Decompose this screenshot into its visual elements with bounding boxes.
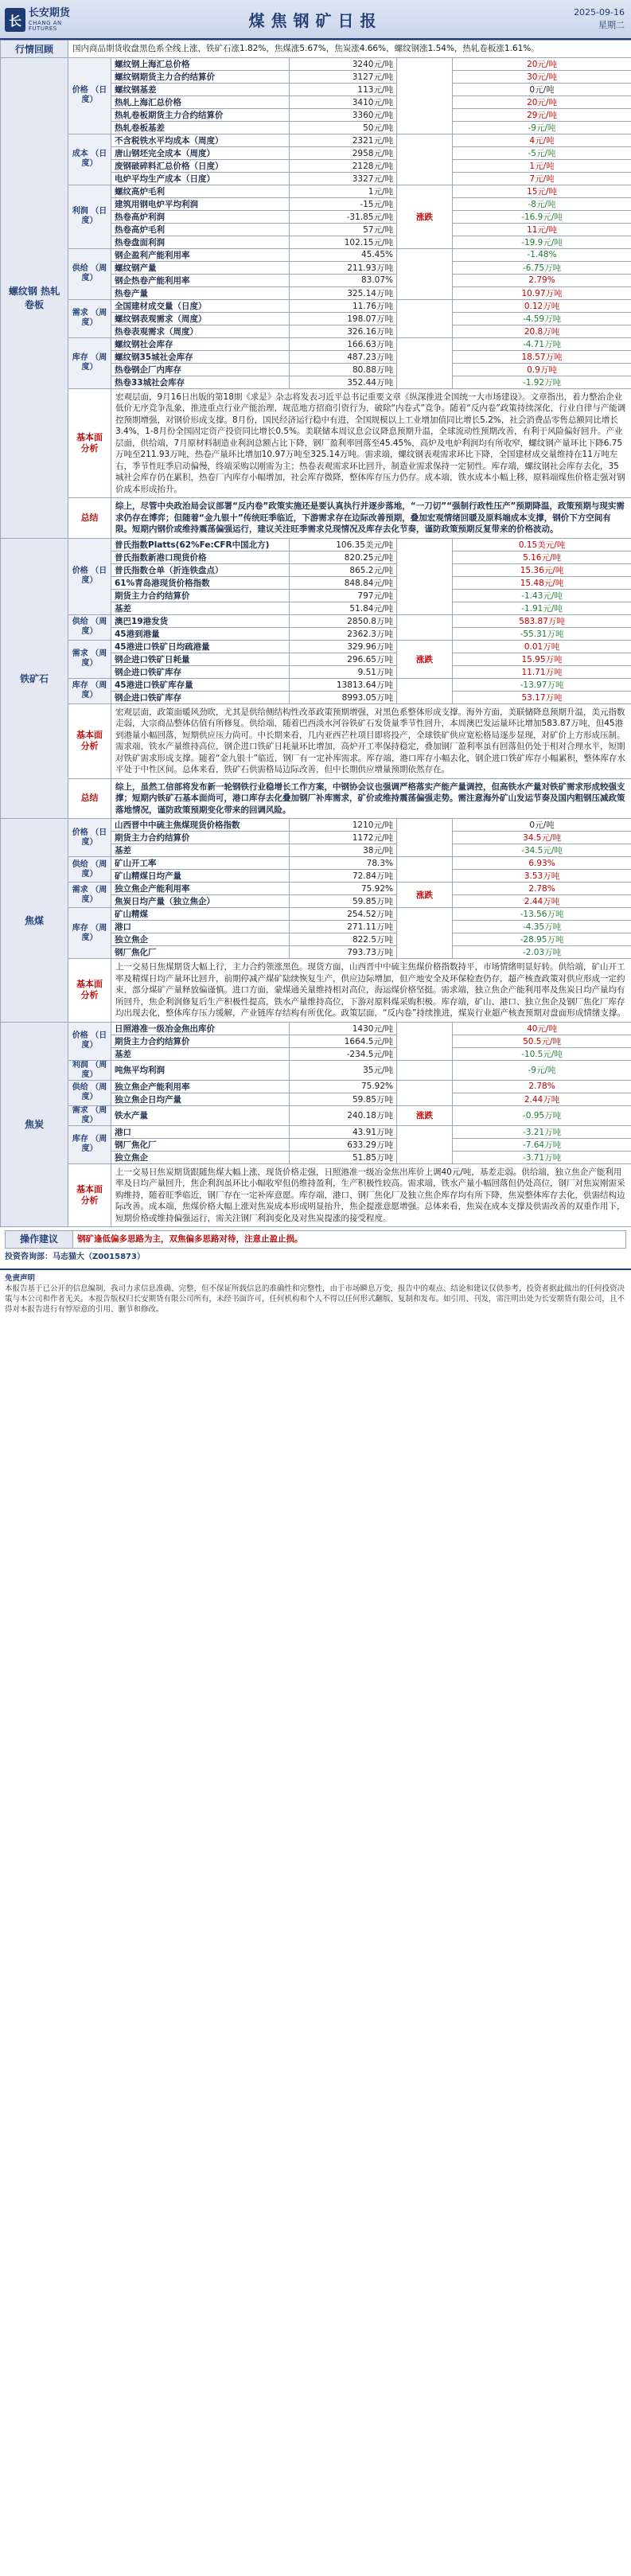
indicator-name: 独立焦企产能利用率: [111, 1080, 290, 1093]
data-row: [1, 248, 631, 261]
indicator-value: 329.96万吨: [290, 640, 397, 653]
indicator-name: 废钢破碎料汇总价格（日度）: [111, 159, 290, 172]
indicator-value: 3327元/吨: [290, 172, 397, 185]
indicator-change: 30元/吨: [453, 70, 631, 83]
indicator-change: 0.12万吨: [453, 299, 631, 312]
indicator-value: 51.85万吨: [290, 1151, 397, 1163]
indicator-name: 山西晋中中硫主焦煤现货价格指数: [111, 819, 290, 832]
indicator-value: 50元/吨: [290, 121, 397, 134]
analysis-text: 宏观层面，政策面暖风劲吹，尤其是供给侧结构性改革政策预期增强，对黑色系整体形成支撑。海外方面，美联储降息预期升温，美元指数走弱，大宗商品整体估值有所修复。供给端，随着巴西淡水河谷铁矿石发货量季节性回升，本周澳巴发运量环比增加583.87万吨，但45港到港量小幅回落，短期供应压力尚可。中长期来看，几内亚西芒杜项目即将投产，全球铁矿供应宽松格局逐步显现，对矿价上方形成压制。需求端，铁水产量维持高位，钢企进口铁矿日耗量环比增加，高炉开工率保持稳定，叠加钢厂盈利率虽有回落但仍处于相对合理水平，短期对铁矿需求形成支撑。随着“金九银十”临近，钢厂有一定补库需求。库存端，港口库存小幅去化，钢企进口铁矿库存小幅累积，整体库存水平处于中性区间。总体来看，铁矿石供需格局边际改善，但中长期供应增量预期依然存在。: [111, 703, 631, 778]
trend-label: [397, 1022, 453, 1060]
indicator-change: 50.5元/吨: [453, 1035, 631, 1047]
indicator-name: 螺纹高炉毛利: [111, 185, 290, 197]
data-row: [1, 1060, 631, 1080]
indicator-change: -16.9元/吨: [453, 210, 631, 223]
indicator-change: 0元/吨: [453, 819, 631, 832]
category-label: 供给 （周度）: [68, 857, 111, 883]
indicator-change: 15.48元/吨: [453, 576, 631, 589]
author-label: 投资咨询部：: [5, 1252, 53, 1261]
indicator-change: -4.71万吨: [453, 337, 631, 350]
indicator-value: 59.85万吨: [290, 1093, 397, 1105]
indicator-name: 矿山精煤日均产量: [111, 870, 290, 883]
indicator-change: -8元/吨: [453, 197, 631, 210]
trend-label: 涨跌: [397, 640, 453, 678]
summary-label: 总结: [68, 498, 111, 539]
author-line: [5, 1252, 626, 1262]
indicator-name: 电炉平均生产成本（日度）: [111, 172, 290, 185]
category-label: 需求 （周度）: [68, 640, 111, 678]
indicator-change: -1.48%: [453, 248, 631, 261]
advice-label: 操作建议: [6, 1231, 73, 1249]
report-header: [0, 0, 631, 40]
indicator-value: 2362.3万吨: [290, 627, 397, 640]
indicator-value: 3240元/吨: [290, 57, 397, 70]
indicator-value: 13813.64万吨: [290, 678, 397, 691]
indicator-value: 1元/吨: [290, 185, 397, 197]
indicator-value: 72.84万吨: [290, 870, 397, 883]
indicator-name: 螺纹钢产量: [111, 261, 290, 274]
analysis-text: 宏观层面，9月16日出版的第18期《求是》杂志将发表习近平总书记重要文章《纵深推进全国统一大市场建设》。文章指出，着力整治企业低价无序竞争乱象，推进重点行业产能治理，规范地方招商引资行为，破除“内卷式”竞争。随着“反内卷”政策持续深化，行业自律与产能调控预期增强，对钢价形成支撑。8月份，国民经济运行稳中有进，全国规模以上工业增加值同比增长5.2%，社会消费品零售总额同比增长3.4%，1-8月份全国固定资产投资同比增长0.5%。美联储本周议息会议降息预期升温，全球流动性预期改善，有利于风险偏好回升。产业层面，供给端，7月原材料制造业利润总额占比下降，钢厂盈利率回落至45.45%，高炉及电炉利润均有所收窄，螺纹钢产量环比下降6.75万吨至211.93万吨，热卷产量环比增加10.97万吨至325.14万吨。需求端，螺纹钢表观需求环比下降，全国建材成交量维持在11万吨左右，季节性旺季启动偏慢，终端采购以刚需为主；热卷表观需求环比回升，制造业需求保持一定韧性。库存端，螺纹钢社会库存去化，35城社会库存仍在累积，热卷厂内库存小幅增加，社会库存微降，整体库存压力仍存。成本端，铁水成本小幅上移，原料端煤焦价格走强对钢价成本形成抬升。: [111, 388, 631, 498]
category-label: 库存 （周度）: [68, 337, 111, 388]
indicator-change: 0.15美元/吨: [453, 538, 631, 551]
indicator-name: 矿山精煤: [111, 908, 290, 921]
indicator-value: 43.91万吨: [290, 1125, 397, 1138]
trend-label: 涨跌: [397, 1105, 453, 1125]
indicator-value: 9.51万吨: [290, 665, 397, 678]
trend-label: [397, 908, 453, 959]
data-row: [1, 857, 631, 870]
indicator-value: 166.63万吨: [290, 337, 397, 350]
data-row: [1, 538, 631, 551]
indicator-change: 2.79%: [453, 274, 631, 286]
indicator-change: 20.8万吨: [453, 325, 631, 337]
indicator-value: 352.44万吨: [290, 376, 397, 388]
indicator-name: 钢厂焦化厂: [111, 946, 290, 959]
indicator-change: 53.17万吨: [453, 691, 631, 703]
review-text: 国内商品期货收盘黑色系全线上涨，铁矿石涨1.82%，焦煤涨5.67%，焦炭涨4.66%，螺纹钢涨1.54%，热轧卷板涨1.61%。: [68, 41, 631, 58]
report-date: [574, 6, 625, 32]
data-row: [1, 614, 631, 627]
indicator-name: 不含税铁水平均成本（周度）: [111, 134, 290, 146]
analysis-text: 上一交易日焦煤期货大幅上行，主力合约领涨黑色。现货方面，山西晋中中硫主焦煤价格指数持平，市场情绪明显好转。供给端，矿山开工率及精煤日均产量环比回升，前期停减产煤矿陆续恢复生产，供应边际增加，但产地安全及环保检查仍存，超产核查政策对供应形成一定约束，部分煤矿产量释放偏谨慎。进口方面，蒙煤通关量维持相对高位，海运煤价格坚挺。需求端，独立焦企产能利用率及焦炭日均产量均有所回升，焦企利润修复后生产积极性提高，铁水产量维持高位，下游对原料煤采购积极。库存端，矿山、港口、独立焦企及钢厂焦化厂库存均出现去化，整体库存压力缓解，产业链库存结构有所优化。政策层面，“反内卷”持续推进，煤炭行业超产核查预期对盘面形成情绪支撑。: [111, 959, 631, 1023]
data-row: [1, 337, 631, 350]
indicator-change: 1元/吨: [453, 159, 631, 172]
indicator-change: -4.35万吨: [453, 921, 631, 933]
indicator-name: 钢厂焦化厂: [111, 1138, 290, 1151]
indicator-change: 11.71万吨: [453, 665, 631, 678]
indicator-value: 822.5万吨: [290, 933, 397, 946]
report-table: [0, 40, 631, 1227]
summary-row: [1, 778, 631, 819]
indicator-value: 865.2元/吨: [290, 563, 397, 576]
indicator-change: -55.31万吨: [453, 627, 631, 640]
indicator-value: 487.23万吨: [290, 350, 397, 363]
section-label: 螺纹钢 热轧卷板: [1, 57, 68, 538]
data-row: [1, 908, 631, 921]
indicator-value: 325.14万吨: [290, 286, 397, 299]
indicator-name: 普氏指数Platts(62%Fe:CFR中国北方): [111, 538, 290, 551]
indicator-change: 34.5元/吨: [453, 832, 631, 844]
date-text: 2025-09-16: [574, 7, 625, 18]
indicator-change: 11元/吨: [453, 223, 631, 236]
indicator-change: -3.71万吨: [453, 1151, 631, 1163]
indicator-name: 钢企进口铁矿库存: [111, 691, 290, 703]
indicator-name: 61%青岛港现货价格指数: [111, 576, 290, 589]
indicator-name: 普氏指数新港口现货价格: [111, 551, 290, 563]
category-label: 供给 （周度）: [68, 248, 111, 299]
indicator-change: 0元/吨: [453, 83, 631, 95]
indicator-change: 5.16元/吨: [453, 551, 631, 563]
indicator-value: -15元/吨: [290, 197, 397, 210]
indicator-change: -9元/吨: [453, 1060, 631, 1080]
report-title: 煤焦钢矿日报: [248, 11, 383, 30]
indicator-change: 10.97万吨: [453, 286, 631, 299]
indicator-value: 254.52万吨: [290, 908, 397, 921]
indicator-name: 45港进口铁矿库存量: [111, 678, 290, 691]
indicator-name: 吨焦平均利润: [111, 1060, 290, 1080]
indicator-change: -0.95万吨: [453, 1105, 631, 1125]
indicator-value: 75.92%: [290, 883, 397, 895]
indicator-name: 螺纹钢35城社会库存: [111, 350, 290, 363]
indicator-name: 热卷盘面利润: [111, 236, 290, 248]
review-row: [1, 41, 631, 58]
trend-label: [397, 248, 453, 299]
indicator-name: 螺纹钢基差: [111, 83, 290, 95]
indicator-value: 35元/吨: [290, 1060, 397, 1080]
category-label: 利润 （周度）: [68, 1060, 111, 1080]
indicator-name: 螺纹钢社会库存: [111, 337, 290, 350]
analysis-label: 基本面 分析: [68, 959, 111, 1023]
indicator-change: 0.01万吨: [453, 640, 631, 653]
category-label: 价格 （日度）: [68, 57, 111, 134]
indicator-name: 期货主力合约结算价: [111, 832, 290, 844]
indicator-value: 113元/吨: [290, 83, 397, 95]
indicator-value: 8993.05万吨: [290, 691, 397, 703]
indicator-change: -28.95万吨: [453, 933, 631, 946]
indicator-value: -31.85元/吨: [290, 210, 397, 223]
indicator-change: 2.44万吨: [453, 1093, 631, 1105]
indicator-value: 240.18万吨: [290, 1105, 397, 1125]
indicator-value: -234.5元/吨: [290, 1047, 397, 1060]
summary-text: 综上，虽然工信部将发布新一轮钢铁行业稳增长工作方案，中钢协会议也强调严格落实产能产量调控，但高铁水产量对铁矿需求形成较强支撑；短期内铁矿石基本面尚可，港口库存去化叠加钢厂补库需求，矿价或维持震荡偏强走势。需注意海外矿山发运节奏及国内粗钢压减政策落地情况，谨防政策预期变化带来的回调风险。: [111, 778, 631, 819]
trend-label: [397, 538, 453, 614]
indicator-name: 钢企进口铁矿日耗量: [111, 653, 290, 665]
indicator-name: 矿山开工率: [111, 857, 290, 870]
indicator-value: 848.84元/吨: [290, 576, 397, 589]
category-label: 供给 （周度）: [68, 614, 111, 640]
indicator-change: -4.59万吨: [453, 312, 631, 325]
analysis-label: 基本面 分析: [68, 388, 111, 498]
data-row: [1, 883, 631, 895]
indicator-value: 3127元/吨: [290, 70, 397, 83]
analysis-row: [1, 388, 631, 498]
section-label: 焦炭: [1, 1022, 68, 1227]
indicator-name: 钢企进口铁矿库存: [111, 665, 290, 678]
indicator-change: 20元/吨: [453, 95, 631, 108]
indicator-name: 钢企盈利产能利用率: [111, 248, 290, 261]
indicator-change: 6.93%: [453, 857, 631, 870]
author-name: 马志猫大（Z0015873）: [53, 1252, 145, 1261]
category-label: 库存 （周度）: [68, 908, 111, 959]
indicator-change: 2.78%: [453, 883, 631, 895]
indicator-value: 326.16万吨: [290, 325, 397, 337]
summary-row: [1, 498, 631, 539]
disclaimer-title: 免责声明: [5, 1273, 36, 1283]
section-label: 焦煤: [1, 819, 68, 1023]
indicator-name: 全国建材成交量（日度）: [111, 299, 290, 312]
indicator-name: 独立焦企日均产量: [111, 1093, 290, 1105]
category-label: 需求 （周度）: [68, 883, 111, 908]
indicator-name: 独立焦企: [111, 933, 290, 946]
indicator-value: 2128元/吨: [290, 159, 397, 172]
category-label: 供给 （周度）: [68, 1080, 111, 1105]
indicator-name: 热卷33城社会库存: [111, 376, 290, 388]
category-label: 成本 （日度）: [68, 134, 111, 185]
trend-label: [397, 299, 453, 337]
indicator-value: 271.11万吨: [290, 921, 397, 933]
indicator-change: -13.97万吨: [453, 678, 631, 691]
data-row: [1, 185, 631, 197]
logo-mark: 长: [5, 8, 25, 32]
summary-label: 总结: [68, 778, 111, 819]
trend-label: [397, 1125, 453, 1163]
data-row: [1, 1080, 631, 1093]
indicator-value: 198.07万吨: [290, 312, 397, 325]
indicator-value: 2850.8万吨: [290, 614, 397, 627]
indicator-name: 螺纹钢期货主力合约结算价: [111, 70, 290, 83]
indicator-value: 51.84元/吨: [290, 602, 397, 614]
section-label: 铁矿石: [1, 538, 68, 819]
indicator-change: -34.5元/吨: [453, 844, 631, 857]
trend-label: [397, 337, 453, 388]
indicator-change: -2.03万吨: [453, 946, 631, 959]
category-label: 价格 （日度）: [68, 819, 111, 857]
indicator-change: 18.57万吨: [453, 350, 631, 363]
indicator-name: 基差: [111, 602, 290, 614]
indicator-value: 59.85万吨: [290, 895, 397, 908]
indicator-value: 45.45%: [290, 248, 397, 261]
indicator-name: 焦炭日均产量（独立焦企）: [111, 895, 290, 908]
indicator-name: 热卷产量: [111, 286, 290, 299]
indicator-change: 2.78%: [453, 1080, 631, 1093]
category-label: 利润 （日度）: [68, 185, 111, 248]
category-label: 价格 （日度）: [68, 1022, 111, 1060]
indicator-value: 57元/吨: [290, 223, 397, 236]
indicator-name: 期货主力合约结算价: [111, 1035, 290, 1047]
indicator-value: 1172元/吨: [290, 832, 397, 844]
indicator-change: 40元/吨: [453, 1022, 631, 1035]
indicator-name: 螺纹钢上海汇总价格: [111, 57, 290, 70]
analysis-label: 基本面 分析: [68, 703, 111, 778]
indicator-name: 铁水产量: [111, 1105, 290, 1125]
indicator-name: 45港进口铁矿日均疏港量: [111, 640, 290, 653]
data-row: [1, 299, 631, 312]
analysis-row: [1, 1163, 631, 1227]
indicator-name: 基差: [111, 1047, 290, 1060]
indicator-name: 日照港准一级冶金焦出库价: [111, 1022, 290, 1035]
trend-label: [397, 819, 453, 857]
indicator-name: 建筑用钢电炉平均利润: [111, 197, 290, 210]
data-row: [1, 678, 631, 691]
trend-label: [397, 134, 453, 185]
indicator-change: 3.53万吨: [453, 870, 631, 883]
indicator-change: -1.92万吨: [453, 376, 631, 388]
trend-label: [397, 1060, 453, 1080]
indicator-name: 港口: [111, 1125, 290, 1138]
indicator-change: -6.75万吨: [453, 261, 631, 274]
indicator-change: 0.9万吨: [453, 363, 631, 376]
indicator-name: 热卷表观需求（周度）: [111, 325, 290, 337]
data-row: [1, 1125, 631, 1138]
review-label: 行情回顾: [1, 41, 68, 58]
indicator-change: -9元/吨: [453, 121, 631, 134]
indicator-value: 80.88万吨: [290, 363, 397, 376]
indicator-change: 15.95万吨: [453, 653, 631, 665]
indicator-name: 基差: [111, 844, 290, 857]
indicator-name: 热卷高炉利润: [111, 210, 290, 223]
category-label: 库存 （周度）: [68, 1125, 111, 1163]
indicator-value: 296.65万吨: [290, 653, 397, 665]
indicator-value: 75.92%: [290, 1080, 397, 1093]
data-row: [1, 57, 631, 70]
indicator-name: 热卷钢企厂内库存: [111, 363, 290, 376]
logo-cn: 长安期货: [28, 7, 70, 19]
category-label: 库存 （周度）: [68, 678, 111, 703]
indicator-name: 独立焦企产能利用率: [111, 883, 290, 895]
weekday-text: 星期二: [598, 20, 625, 30]
indicator-change: -1.43元/吨: [453, 589, 631, 602]
indicator-value: 820.25元/吨: [290, 551, 397, 563]
category-label: 价格 （日度）: [68, 538, 111, 614]
indicator-value: 633.29万吨: [290, 1138, 397, 1151]
advice-row: [0, 1227, 631, 1265]
indicator-name: 钢企热卷产能利用率: [111, 274, 290, 286]
indicator-name: 澳巴19港发货: [111, 614, 290, 627]
indicator-value: 793.73万吨: [290, 946, 397, 959]
indicator-name: 热轧上海汇总价格: [111, 95, 290, 108]
trend-label: [397, 614, 453, 640]
indicator-name: 45港到港量: [111, 627, 290, 640]
summary-text: 综上，尽管中央政治局会议部署“反内卷”政策实施还是要认真执行并逐步落地，“一刀切”“强制行政性压产”预期降温，政策预期与现实需求仍存在博弈；但随着“金九银十”传统旺季临近，下游需求存在边际改善预期，叠加宏观情绪回暖及原料端成本支撑，钢价下方空间有限。短期内钢价或维持震荡偏强运行，建议关注旺季需求兑现情况及库存去化节奏，谨防政策预期反复带来的价格波动。: [111, 498, 631, 539]
indicator-change: -10.5元/吨: [453, 1047, 631, 1060]
indicator-value: 11.76万吨: [290, 299, 397, 312]
indicator-name: 热轧卷板期货主力合约结算价: [111, 108, 290, 121]
indicator-change: 4元/吨: [453, 134, 631, 146]
indicator-change: 15元/吨: [453, 185, 631, 197]
indicator-change: 2.44万吨: [453, 895, 631, 908]
indicator-value: 3360元/吨: [290, 108, 397, 121]
indicator-change: 15.36元/吨: [453, 563, 631, 576]
indicator-value: 83.07%: [290, 274, 397, 286]
indicator-name: 唐山钢坯完全成本（周度）: [111, 146, 290, 159]
data-row: [1, 134, 631, 146]
analysis-text: 上一交易日焦炭期货跟随焦煤大幅上涨，现货价格走强，日照港准一级冶金焦出库价上调40元/吨，基差走弱。供给端，独立焦企产能利用率及日均产量回升，焦企利润虽环比小幅收窄但仍维持盈利，生产积极性较高。需求端，铁水产量小幅回落但仍处高位，钢厂对焦炭刚需采购维持，随着旺季临近，钢厂存在一定补库意愿。库存端，港口、钢厂焦化厂及独立焦企库存均有所下降，焦炭整体库存去化，供需结构边际改善。成本端，焦煤价格大幅上涨对焦炭成本形成明显抬升，焦企提涨意愿增强。总体来看，焦炭在成本支撑及供需改善的双重作用下，短期价格或维持偏强运行，需关注钢厂利润变化及对焦炭提涨的接受程度。: [111, 1163, 631, 1227]
indicator-change: 29元/吨: [453, 108, 631, 121]
analysis-row: [1, 703, 631, 778]
indicator-value: 1210元/吨: [290, 819, 397, 832]
indicator-value: 2321元/吨: [290, 134, 397, 146]
indicator-change: -19.9元/吨: [453, 236, 631, 248]
indicator-value: 797元/吨: [290, 589, 397, 602]
indicator-change: -3.21万吨: [453, 1125, 631, 1138]
indicator-change: 7元/吨: [453, 172, 631, 185]
category-label: 需求 （周度）: [68, 1105, 111, 1125]
indicator-value: 1430元/吨: [290, 1022, 397, 1035]
indicator-value: 38元/吨: [290, 844, 397, 857]
trend-label: [397, 1080, 453, 1105]
indicator-value: 102.15元/吨: [290, 236, 397, 248]
disclaimer: [0, 1269, 631, 1318]
trend-label: [397, 857, 453, 883]
indicator-name: 港口: [111, 921, 290, 933]
trend-label: 涨跌: [397, 185, 453, 248]
indicator-name: 期货主力合约结算价: [111, 589, 290, 602]
indicator-change: 20元/吨: [453, 57, 631, 70]
indicator-value: 211.93万吨: [290, 261, 397, 274]
indicator-name: 热轧卷板基差: [111, 121, 290, 134]
data-row: [1, 640, 631, 653]
data-row: [1, 819, 631, 832]
trend-label: [397, 678, 453, 703]
indicator-change: -5元/吨: [453, 146, 631, 159]
indicator-value: 106.35美元/吨: [290, 538, 397, 551]
disclaimer-text: 本报告基于已公开的信息编制，我司力求信息准确、完整，但不保证所载信息的准确性和完整性，由于市场瞬息万变，报告中的观点、结论和建议仅供参考，投资者据此做出的任何投资决策与本公司和作者无关。本报告版权归长安期货有限公司所有，未经书面许可，任何机构和个人不得以任何形式翻版、复制和发布。如引用、刊发，需注明出处为长安期货有限公司，且不得对本报告进行有悖原意的引用、删节和修改。: [5, 1284, 625, 1314]
indicator-name: 热卷高炉毛利: [111, 223, 290, 236]
indicator-change: -1.91元/吨: [453, 602, 631, 614]
indicator-value: 2958元/吨: [290, 146, 397, 159]
indicator-change: -7.64万吨: [453, 1138, 631, 1151]
category-label: 需求 （周度）: [68, 299, 111, 337]
indicator-change: 583.87万吨: [453, 614, 631, 627]
indicator-value: 3410元/吨: [290, 95, 397, 108]
indicator-name: 独立焦企: [111, 1151, 290, 1163]
analysis-label: 基本面 分析: [68, 1163, 111, 1227]
indicator-value: 1664.5元/吨: [290, 1035, 397, 1047]
advice-text: 钢矿逢低偏多思路为主，双焦偏多思路对待，注意止盈止损。: [73, 1231, 626, 1249]
indicator-name: 螺纹钢表观需求（周度）: [111, 312, 290, 325]
indicator-change: -13.56万吨: [453, 908, 631, 921]
logo-en: CHANG AN FUTURES: [28, 20, 62, 32]
data-row: [1, 1105, 631, 1125]
trend-label: [397, 57, 453, 134]
data-row: [1, 1022, 631, 1035]
analysis-row: [1, 959, 631, 1023]
indicator-name: 普氏指数仓单（折连铁盘点）: [111, 563, 290, 576]
trend-label: 涨跌: [397, 883, 453, 908]
indicator-value: 78.3%: [290, 857, 397, 870]
